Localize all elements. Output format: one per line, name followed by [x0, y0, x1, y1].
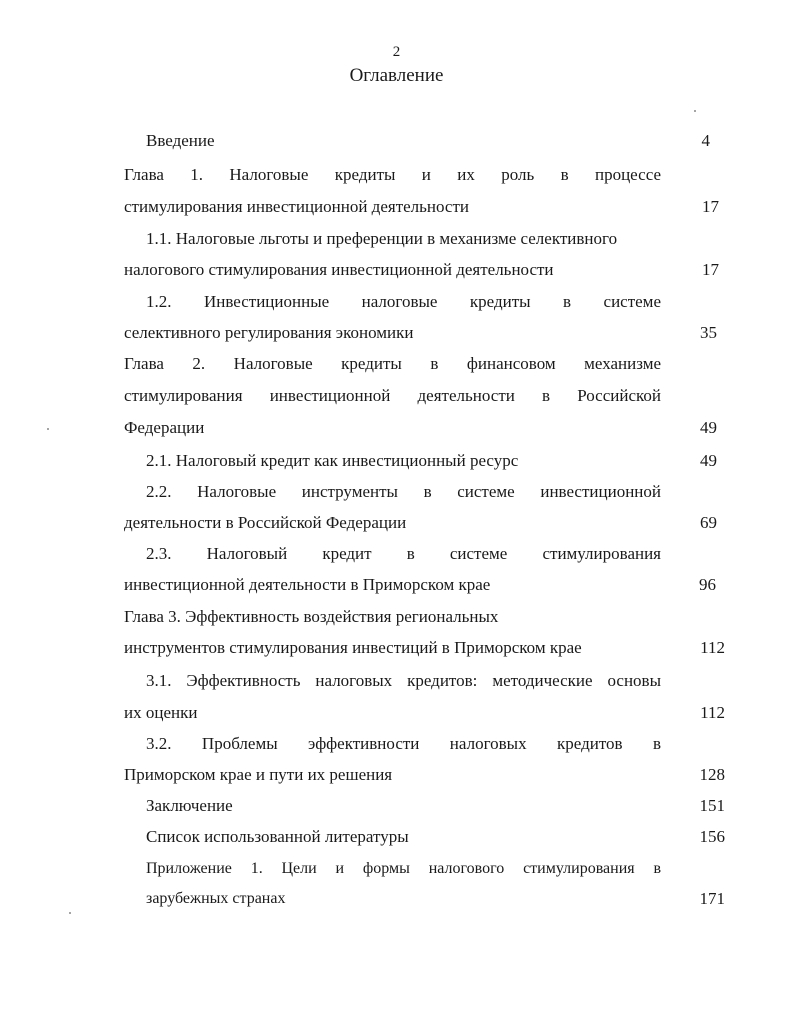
toc-page-number: 128 [699, 765, 725, 784]
toc-entry-line: их оценки [124, 703, 198, 722]
toc-page-number: 96 [699, 575, 716, 594]
toc-entry-line: Список использованной литературы [146, 827, 409, 846]
toc-entry-line: Федерации [124, 418, 205, 437]
toc-title: Оглавление [349, 65, 444, 86]
toc-entry-line: налогового стимулирования инвестиционной деятельности [124, 260, 554, 279]
toc-entry-line: 2.2. Налоговые инструменты в системе инвестиционной [146, 482, 661, 501]
toc-entry-line: селективного регулирования экономики [124, 323, 414, 342]
toc-page-number: 112 [700, 703, 725, 722]
toc-entry-line: деятельности в Российской Федерации [124, 513, 407, 532]
scan-speck [47, 428, 49, 430]
toc-entry-line: Глава 3. Эффективность воздействия региональных [124, 607, 499, 626]
toc-page-number: 156 [699, 827, 725, 846]
toc-entry-line: Глава 1. Налоговые кредиты и их роль в процессе [124, 165, 661, 184]
page-number: 2 [392, 44, 401, 60]
toc-entry-line: Введение [146, 131, 215, 150]
toc-page-number: 69 [700, 513, 717, 532]
toc-entry-line: Заключение [146, 796, 233, 815]
toc-entry-line: 1.2. Инвестиционные налоговые кредиты в системе [146, 292, 661, 311]
toc-page-number: 49 [700, 418, 717, 437]
toc-page-number: 4 [701, 131, 710, 150]
toc-entry-line: инструментов стимулирования инвестиций в Приморском крае [124, 638, 582, 657]
toc-page-number: 112 [700, 638, 725, 657]
toc-entry-line: стимулирования инвестиционной деятельности в Российской [124, 386, 661, 405]
toc-entry-line: Приложение 1. Цели и формы налогового стимулирования в [146, 860, 661, 877]
toc-entry-line: стимулирования инвестиционной деятельности [124, 197, 469, 216]
toc-entry-line: 2.3. Налоговый кредит в системе стимулирования [146, 544, 661, 563]
toc-entry-line: 1.1. Налоговые льготы и преференции в механизме селективного [146, 229, 618, 248]
toc-page-number: 171 [699, 889, 725, 908]
toc-page-number: 17 [702, 260, 719, 279]
toc-entry-line: Глава 2. Налоговые кредиты в финансовом механизме [124, 354, 661, 373]
toc-page-number: 17 [702, 197, 719, 216]
toc-entry-line: 2.1. Налоговый кредит как инвестиционный ресурс [146, 451, 519, 470]
toc-entry-line: Приморском крае и пути их решения [124, 765, 393, 784]
toc-entry-line: инвестиционной деятельности в Приморском крае [124, 575, 491, 594]
toc-page-number: 151 [699, 796, 725, 815]
toc-entry-line: 3.2. Проблемы эффективности налоговых кредитов в [146, 734, 661, 753]
toc-page-number: 49 [700, 451, 717, 470]
scan-speck [694, 110, 696, 112]
toc-entry-line: зарубежных странах [146, 890, 286, 907]
scan-speck [69, 912, 71, 914]
toc-page-number: 35 [700, 323, 717, 342]
toc-entry-line: 3.1. Эффективность налоговых кредитов: методические основы [146, 671, 661, 690]
